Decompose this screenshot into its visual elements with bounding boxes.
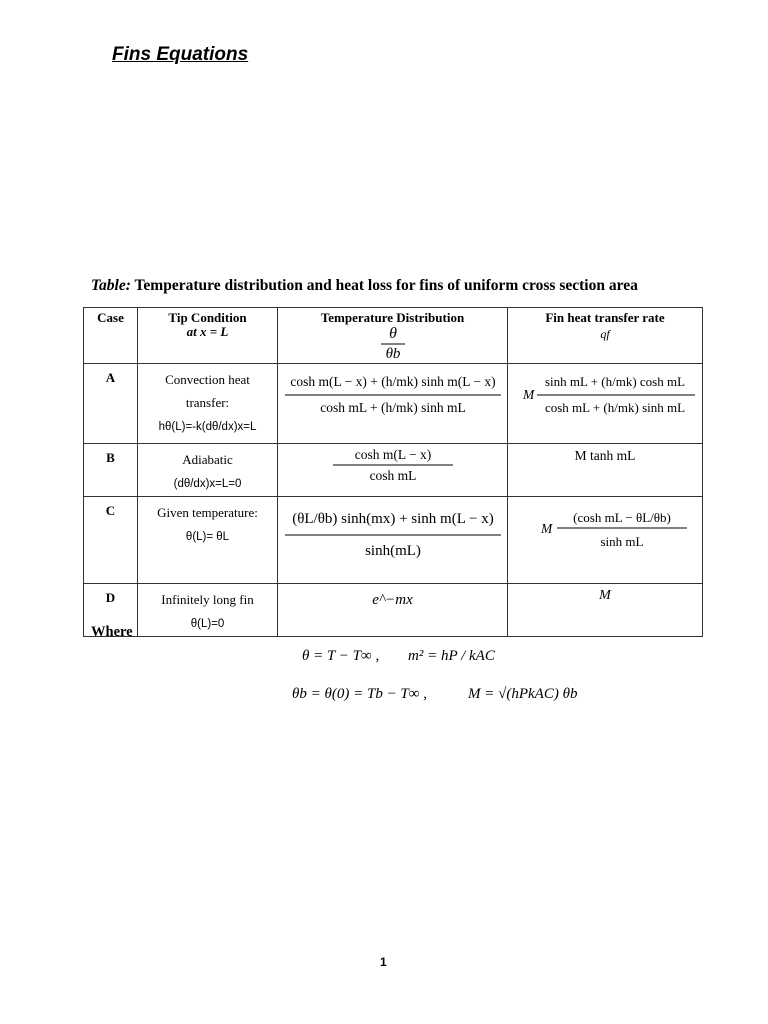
table-row-c bbox=[84, 497, 703, 584]
tip-line: hθ(L)=-k(dθ/dx)x=L bbox=[158, 421, 257, 433]
m-definition: M = √(hPkAC) θb bbox=[468, 686, 578, 702]
header-temp-label: Temperature Distribution bbox=[320, 310, 465, 325]
theta-b-definition: θb = θ(0) = Tb − T∞ , bbox=[292, 686, 427, 702]
case-cell-c bbox=[84, 497, 138, 584]
formula-numerator: (cosh mL − θL/θb) bbox=[573, 510, 671, 525]
formula-numerator: cosh m(L − x) bbox=[354, 447, 431, 462]
table-row-b bbox=[84, 444, 703, 497]
temp-cell-c bbox=[278, 497, 508, 584]
temp-formula-b bbox=[313, 444, 473, 484]
rate-formula-b: M tanh mL bbox=[574, 448, 636, 463]
tip-cell-b bbox=[138, 444, 278, 497]
rate-formula-d: M bbox=[599, 588, 611, 603]
formula-prefix: M bbox=[541, 521, 553, 536]
tip-cell-a bbox=[138, 364, 278, 444]
formula-numerator: sinh mL + (h/mk) cosh mL bbox=[544, 374, 686, 389]
temp-cell-d bbox=[278, 584, 508, 637]
m-squared-definition: m² = hP / kAC bbox=[408, 648, 495, 664]
where-definitions bbox=[290, 630, 610, 710]
tip-line: Infinitely long fin bbox=[161, 592, 254, 607]
case-cell-a bbox=[84, 364, 138, 444]
tip-line: θ(L)=0 bbox=[190, 618, 225, 630]
tip-line: (dθ/dx)x=L=0 bbox=[173, 478, 242, 490]
tip-line: Adiabatic bbox=[182, 452, 233, 467]
rate-cell-a bbox=[508, 364, 703, 444]
header-tip-line2: at x = L bbox=[186, 324, 229, 339]
table-header-row bbox=[84, 308, 703, 364]
tip-line: Given temperature: bbox=[157, 505, 258, 520]
header-case: Case bbox=[84, 308, 138, 364]
header-temperature-distribution bbox=[278, 308, 508, 364]
tip-cell-d bbox=[138, 584, 278, 637]
temp-cell-b bbox=[278, 444, 508, 497]
rate-cell-d bbox=[508, 584, 703, 637]
case-letter: C bbox=[105, 503, 116, 518]
table-caption-text: Temperature distribution and heat loss for fins of uniform cross section area bbox=[130, 277, 638, 294]
header-theta-num: θ bbox=[388, 325, 397, 342]
page-title: Fins Equations bbox=[112, 44, 249, 65]
case-letter: A bbox=[105, 370, 116, 385]
formula-denominator: sinh mL bbox=[600, 534, 644, 549]
header-tip-condition bbox=[138, 308, 278, 364]
case-letter: B bbox=[106, 450, 115, 465]
formula-denominator: cosh mL bbox=[369, 468, 416, 483]
formula-denominator: cosh mL + (h/mk) sinh mL bbox=[544, 400, 686, 415]
table-row-a bbox=[84, 364, 703, 444]
rate-formula-c bbox=[509, 497, 701, 557]
tip-cell-c bbox=[138, 497, 278, 584]
rate-formula-a bbox=[509, 364, 701, 424]
rate-cell-b bbox=[508, 444, 703, 497]
temp-formula-a bbox=[279, 364, 507, 424]
table-caption bbox=[91, 277, 638, 295]
formula-prefix: M bbox=[523, 387, 535, 402]
header-rate-label: Fin heat transfer rate bbox=[545, 310, 665, 325]
tip-line: Convection heat bbox=[165, 372, 250, 387]
formula-denominator: cosh mL + (h/mk) sinh mL bbox=[319, 400, 466, 415]
table-row-d bbox=[84, 584, 703, 637]
theta-definition: θ = T − T∞ , bbox=[302, 648, 380, 664]
case-cell-b bbox=[84, 444, 138, 497]
case-letter: D bbox=[105, 590, 116, 605]
tip-line: θ(L)= θL bbox=[185, 531, 230, 543]
header-heat-transfer-rate bbox=[508, 308, 703, 364]
table-caption-label: Table: bbox=[91, 277, 131, 294]
where-label: Where bbox=[91, 624, 133, 640]
header-tip-line1: Tip Condition bbox=[168, 310, 247, 325]
header-theta-den: θb bbox=[385, 346, 400, 361]
temp-cell-a bbox=[278, 364, 508, 444]
formula-numerator: (θL/θb) sinh(mx) + sinh m(L − x) bbox=[291, 511, 494, 527]
formula-numerator: cosh m(L − x) + (h/mk) sinh m(L − x) bbox=[289, 374, 496, 389]
tip-line: transfer: bbox=[185, 395, 230, 410]
rate-cell-c bbox=[508, 497, 703, 584]
header-theta-ratio bbox=[373, 325, 413, 361]
formula-denominator: sinh(mL) bbox=[364, 543, 421, 559]
temp-formula-c bbox=[279, 497, 507, 561]
header-rate-symbol: qf bbox=[600, 327, 610, 341]
temp-formula-d: e^−mx bbox=[372, 592, 413, 608]
fin-equations-table bbox=[83, 307, 703, 637]
page-number: 1 bbox=[380, 955, 387, 969]
